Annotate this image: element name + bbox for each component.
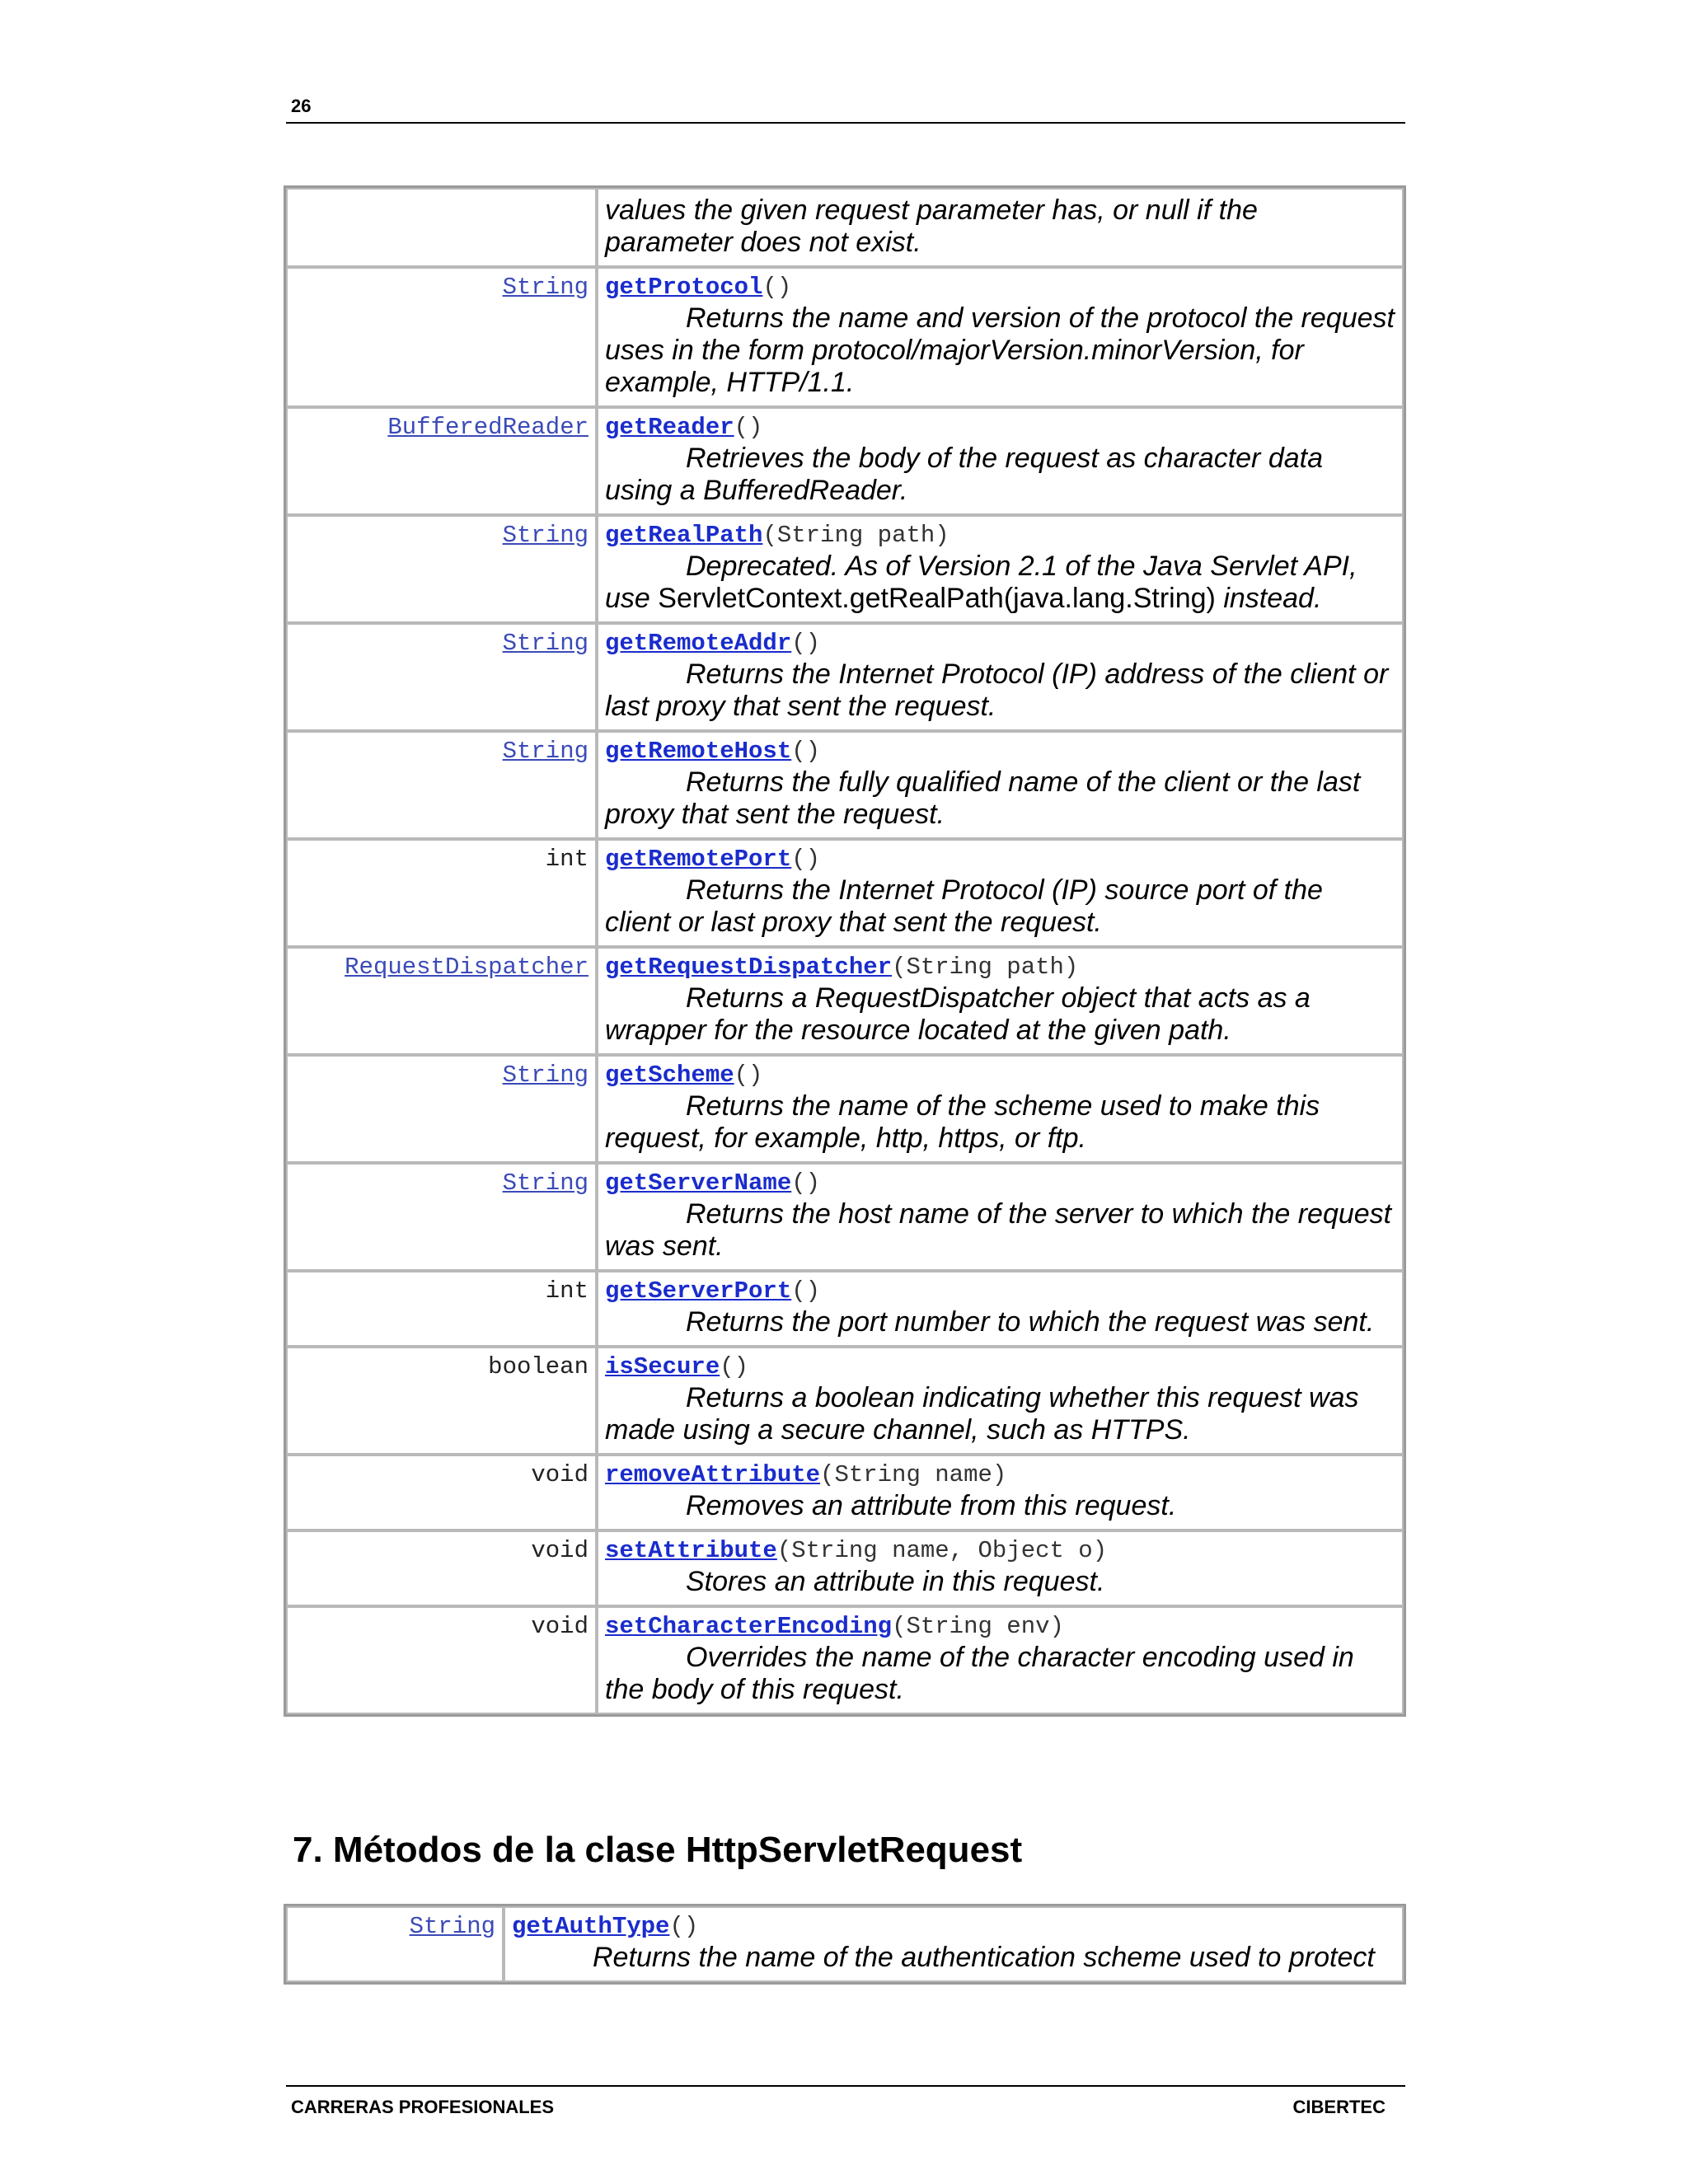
table-row [286, 623, 1404, 731]
method-description: Returns the name of the scheme used to make this request, for example, http, https, or ftp. [605, 1090, 1320, 1154]
return-type: void [531, 1537, 588, 1564]
table-row [286, 839, 1404, 947]
method-description: Returns the Internet Protocol (IP) source port of the client or last proxy that sent the request. [605, 874, 1323, 938]
method-params: () [669, 1913, 699, 1940]
table-row [286, 1347, 1404, 1455]
method-params: () [720, 1353, 749, 1380]
method-description: Returns a RequestDispatcher object that acts as a wrapper for the resource located at the given path. [605, 982, 1311, 1046]
deprecated-suffix: instead. [1223, 583, 1322, 614]
return-type: void [531, 1613, 588, 1640]
method-params: () [791, 1169, 821, 1197]
return-type-link[interactable]: String [502, 738, 588, 765]
table-row [286, 1606, 1404, 1714]
method-description: Returns the name and version of the protocol the request uses in the form protocol/majorVersion.minorVersion, for example, HTTP/1.1. [605, 302, 1395, 398]
method-link[interactable]: removeAttribute [605, 1461, 821, 1488]
return-type-link[interactable]: String [502, 274, 588, 301]
method-cell [597, 188, 1404, 267]
section-title: 7. Métodos de la clase HttpServletRequest [293, 1830, 1023, 1870]
method-link[interactable]: getServerPort [605, 1277, 792, 1305]
deprecated-text: Deprecated. As of Version 2.1 of the Java Servlet API, use [605, 551, 1357, 614]
return-type-link[interactable]: String [502, 1062, 588, 1089]
method-link[interactable]: getScheme [605, 1062, 734, 1089]
method-link[interactable]: getServerName [605, 1169, 792, 1197]
return-type-link[interactable]: BufferedReader [387, 414, 588, 441]
replacement-method: ServletContext.getRealPath(java.lang.String) [649, 583, 1224, 614]
method-description: Overrides the name of the character encoding used in the body of this request. [605, 1642, 1354, 1705]
method-description: Stores an attribute in this request. [686, 1566, 1105, 1597]
method-params: () [791, 738, 821, 765]
return-type-link[interactable]: RequestDispatcher [345, 954, 588, 981]
continuation-line-1: values the given request parameter has, or null if the [605, 194, 1258, 226]
method-link[interactable]: getRealPath [605, 522, 763, 549]
table-row [286, 1055, 1404, 1163]
return-type: int [545, 846, 588, 873]
table-row [286, 1906, 1404, 1982]
page-footer [286, 2085, 1405, 2120]
page-header [286, 92, 1405, 124]
table-row [286, 947, 1404, 1055]
return-type-link[interactable]: String [409, 1913, 495, 1940]
method-params: () [734, 1062, 763, 1089]
method-description: Returns the port number to which the request was sent. [686, 1306, 1375, 1338]
return-type: int [545, 1277, 588, 1305]
return-type-link[interactable]: String [502, 630, 588, 657]
method-params: (String env) [892, 1613, 1064, 1640]
method-params: (String name, Object o) [776, 1537, 1108, 1564]
method-params: () [791, 630, 821, 657]
method-description: Returns the name of the authentication scheme used to protect [593, 1942, 1375, 1973]
table-row [286, 1271, 1404, 1347]
method-description: Returns the fully qualified name of the client or the last proxy that sent the request. [605, 766, 1361, 830]
method-params: () [791, 1277, 821, 1305]
methods-table [284, 185, 1406, 1717]
method-link[interactable]: getRequestDispatcher [605, 954, 893, 981]
method-description: Returns the host name of the server to which the request was sent. [605, 1198, 1392, 1262]
method-link[interactable]: getProtocol [605, 274, 763, 301]
method-description: Returns the Internet Protocol (IP) address of the client or last proxy that sent the request. [605, 658, 1389, 722]
return-type: boolean [488, 1353, 588, 1380]
table-row [286, 267, 1404, 407]
method-description [605, 551, 1395, 615]
return-type-link[interactable]: String [502, 522, 588, 549]
method-link[interactable]: setAttribute [605, 1537, 777, 1564]
method-link[interactable]: getRemotePort [605, 846, 792, 873]
method-description: Removes an attribute from this request. [686, 1490, 1177, 1521]
return-type-link[interactable]: String [502, 1169, 588, 1197]
table-row [286, 188, 1404, 267]
method-link[interactable]: getRemoteAddr [605, 630, 792, 657]
method-params: (String path) [762, 522, 950, 549]
table-row [286, 407, 1404, 515]
method-link[interactable]: isSecure [605, 1353, 720, 1380]
table-row [286, 515, 1404, 623]
method-link[interactable]: setCharacterEncoding [605, 1613, 893, 1640]
footer-left: CARRERAS PROFESIONALES [291, 2097, 555, 2117]
method-description: Returns a boolean indicating whether this request was made using a secure channel, such as HTTPS. [605, 1382, 1359, 1446]
method-description: Retrieves the body of the request as character data using a BufferedReader. [605, 443, 1324, 506]
method-params: () [734, 414, 763, 441]
method-link[interactable]: getAuthType [512, 1913, 670, 1940]
return-type: void [531, 1461, 588, 1488]
method-params: (String path) [892, 954, 1079, 981]
type-cell [286, 188, 597, 267]
method-params: (String name) [820, 1461, 1007, 1488]
table-row [286, 1455, 1404, 1530]
continuation-line-2: parameter does not exist. [605, 227, 921, 258]
page-number: 26 [291, 96, 312, 116]
table-row [286, 1530, 1404, 1606]
httpservletrequest-methods-table [284, 1904, 1406, 1985]
table-row [286, 731, 1404, 839]
table-row [286, 1163, 1404, 1271]
footer-right: CIBERTEC [1292, 2097, 1386, 2117]
method-link[interactable]: getReader [605, 414, 734, 441]
method-link[interactable]: getRemoteHost [605, 738, 792, 765]
method-params: () [762, 274, 792, 301]
method-params: () [791, 846, 821, 873]
